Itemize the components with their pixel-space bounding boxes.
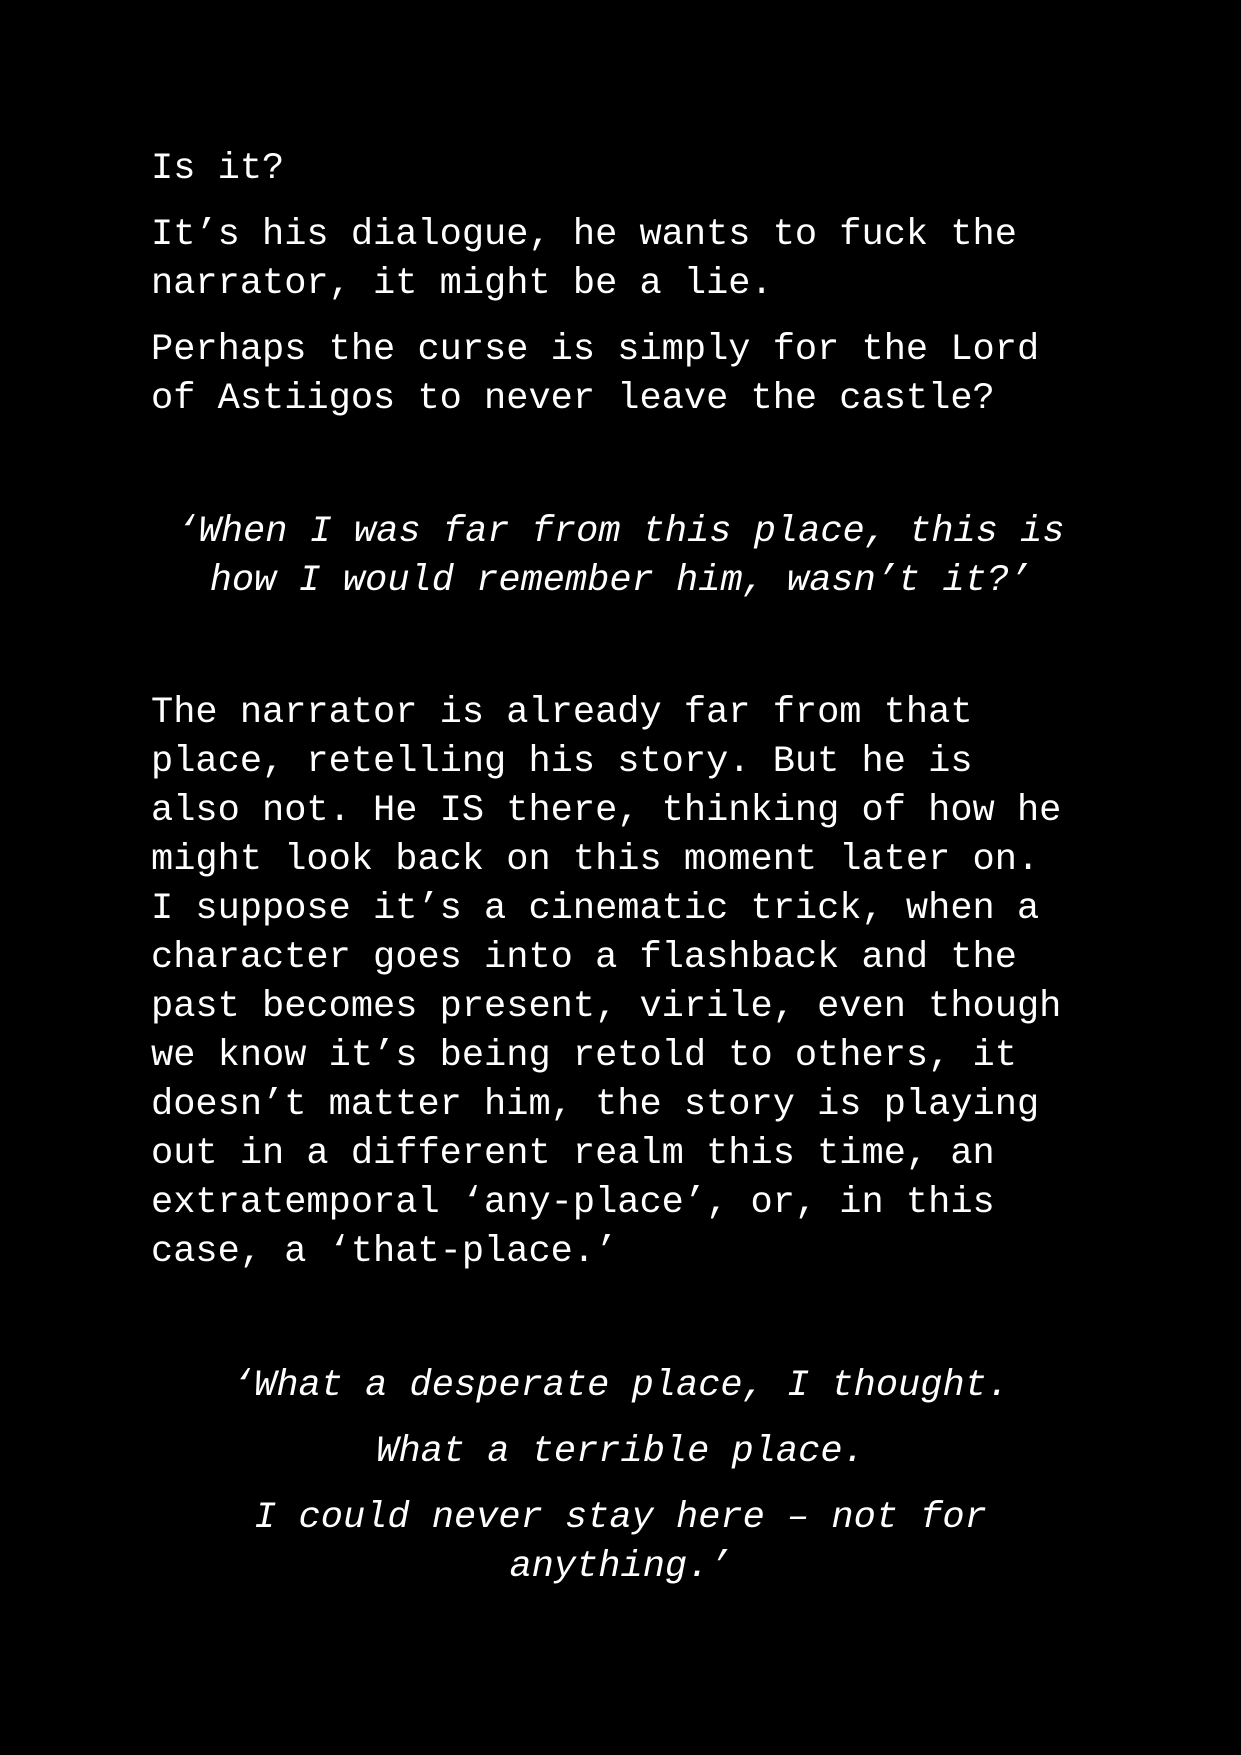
question-line: Is it? [151, 148, 285, 190]
analysis-line-6: character goes into a flashback and the [151, 937, 1017, 979]
quote-one-line-1: ‘When I was far from this place, this is [176, 511, 1065, 553]
analysis-line-7: past becomes present, virile, even though [151, 986, 1062, 1028]
analysis-line-5: I suppose it’s a cinematic trick, when a [151, 888, 1040, 930]
analysis-line-2: place, retelling his story. But he is [151, 741, 973, 783]
dialogue-line-2: narrator, it might be a lie. [151, 263, 773, 305]
quote-one-line-2: how I would remember him, wasn’t it?’ [209, 560, 1032, 602]
analysis-line-1: The narrator is already far from that [151, 692, 973, 734]
analysis-line-9: doesn’t matter him, the story is playing [151, 1084, 1040, 1126]
curse-line-1: Perhaps the curse is simply for the Lord [151, 329, 1040, 371]
analysis-line-11: extratemporal ‘any-place’, or, in this [151, 1182, 995, 1224]
quote-two-line-4: anything.’ [509, 1546, 732, 1588]
analysis-line-8: we know it’s being retold to others, it [151, 1035, 1017, 1077]
analysis-line-12: case, a ‘that-place.’ [151, 1231, 618, 1273]
quote-two-line-2: What a terrible place. [376, 1431, 865, 1473]
analysis-line-4: might look back on this moment later on. [151, 839, 1040, 881]
analysis-line-10: out in a different realm this time, an [151, 1133, 995, 1175]
dialogue-line-1: It’s his dialogue, he wants to fuck the [151, 214, 1017, 256]
analysis-line-3: also not. He IS there, thinking of how he [151, 790, 1062, 832]
quote-two-line-3: I could never stay here – not for [254, 1497, 987, 1539]
curse-line-2: of Astiigos to never leave the castle? [151, 378, 995, 420]
quote-two-line-1: ‘What a desperate place, I thought. [231, 1365, 1010, 1407]
